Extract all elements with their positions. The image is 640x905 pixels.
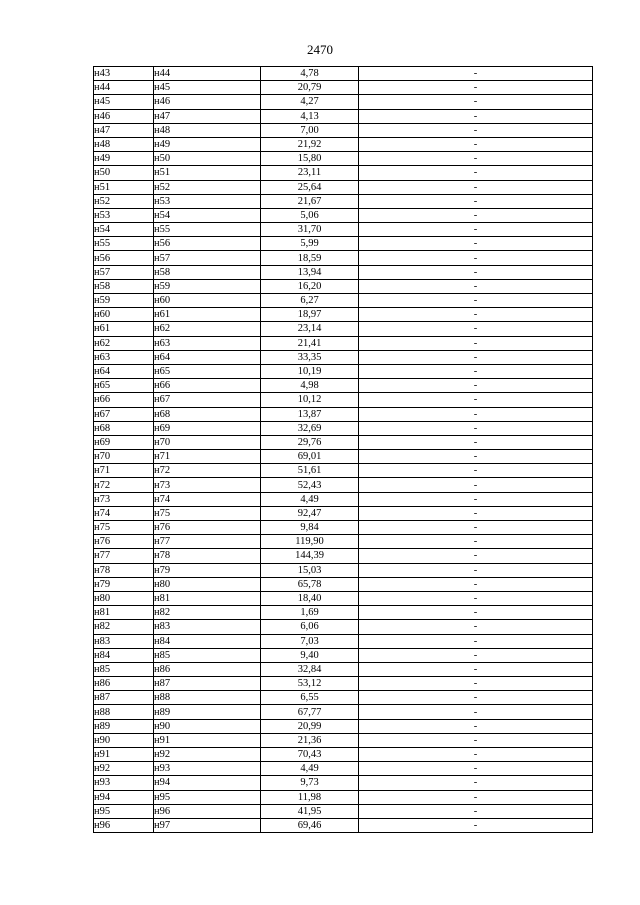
from-point-cell: н63 xyxy=(94,350,154,364)
from-point-cell: н95 xyxy=(94,804,154,818)
to-point-cell: н68 xyxy=(154,407,261,421)
note-cell: - xyxy=(359,733,593,747)
length-cell: 10,12 xyxy=(261,393,359,407)
to-point-cell: н82 xyxy=(154,606,261,620)
note-cell: - xyxy=(359,251,593,265)
to-point-cell: н94 xyxy=(154,776,261,790)
to-point-cell: н86 xyxy=(154,662,261,676)
table-body xyxy=(94,67,593,833)
from-point-cell: н46 xyxy=(94,109,154,123)
note-cell: - xyxy=(359,662,593,676)
to-point-cell: н55 xyxy=(154,223,261,237)
note-cell: - xyxy=(359,152,593,166)
to-point-cell: н73 xyxy=(154,478,261,492)
table-row xyxy=(94,322,593,336)
length-cell: 21,36 xyxy=(261,733,359,747)
table-row xyxy=(94,733,593,747)
length-cell: 13,87 xyxy=(261,407,359,421)
from-point-cell: н71 xyxy=(94,464,154,478)
table-row xyxy=(94,379,593,393)
length-cell: 67,77 xyxy=(261,705,359,719)
from-point-cell: н92 xyxy=(94,762,154,776)
from-point-cell: н69 xyxy=(94,435,154,449)
to-point-cell: н65 xyxy=(154,364,261,378)
from-point-cell: н70 xyxy=(94,450,154,464)
length-cell: 144,39 xyxy=(261,549,359,563)
from-point-cell: н57 xyxy=(94,265,154,279)
table-row xyxy=(94,450,593,464)
note-cell: - xyxy=(359,194,593,208)
note-cell: - xyxy=(359,265,593,279)
table-row xyxy=(94,279,593,293)
note-cell: - xyxy=(359,421,593,435)
to-point-cell: н58 xyxy=(154,265,261,279)
note-cell: - xyxy=(359,81,593,95)
note-cell: - xyxy=(359,237,593,251)
table-row xyxy=(94,606,593,620)
length-cell: 31,70 xyxy=(261,223,359,237)
from-point-cell: н50 xyxy=(94,166,154,180)
to-point-cell: н85 xyxy=(154,648,261,662)
length-cell: 10,19 xyxy=(261,364,359,378)
from-point-cell: н85 xyxy=(94,662,154,676)
from-point-cell: н83 xyxy=(94,634,154,648)
note-cell: - xyxy=(359,591,593,605)
table-row xyxy=(94,549,593,563)
length-cell: 41,95 xyxy=(261,804,359,818)
table-row xyxy=(94,435,593,449)
to-point-cell: н72 xyxy=(154,464,261,478)
to-point-cell: н70 xyxy=(154,435,261,449)
note-cell: - xyxy=(359,223,593,237)
from-point-cell: н54 xyxy=(94,223,154,237)
table-row xyxy=(94,762,593,776)
from-point-cell: н66 xyxy=(94,393,154,407)
table-row xyxy=(94,620,593,634)
length-cell: 92,47 xyxy=(261,506,359,520)
to-point-cell: н81 xyxy=(154,591,261,605)
from-point-cell: н53 xyxy=(94,208,154,222)
length-cell: 70,43 xyxy=(261,748,359,762)
to-point-cell: н57 xyxy=(154,251,261,265)
note-cell: - xyxy=(359,762,593,776)
from-point-cell: н49 xyxy=(94,152,154,166)
table-row xyxy=(94,137,593,151)
length-cell: 21,92 xyxy=(261,137,359,151)
to-point-cell: н79 xyxy=(154,563,261,577)
from-point-cell: н43 xyxy=(94,67,154,81)
note-cell: - xyxy=(359,208,593,222)
table-row xyxy=(94,421,593,435)
table-row xyxy=(94,464,593,478)
length-cell: 4,27 xyxy=(261,95,359,109)
note-cell: - xyxy=(359,379,593,393)
note-cell: - xyxy=(359,180,593,194)
note-cell: - xyxy=(359,350,593,364)
length-cell: 51,61 xyxy=(261,464,359,478)
length-cell: 6,27 xyxy=(261,294,359,308)
length-cell: 9,84 xyxy=(261,521,359,535)
from-point-cell: н90 xyxy=(94,733,154,747)
note-cell: - xyxy=(359,478,593,492)
length-cell: 15,80 xyxy=(261,152,359,166)
table-row xyxy=(94,336,593,350)
table-row xyxy=(94,294,593,308)
from-point-cell: н65 xyxy=(94,379,154,393)
to-point-cell: н95 xyxy=(154,790,261,804)
table-row xyxy=(94,662,593,676)
length-cell: 29,76 xyxy=(261,435,359,449)
to-point-cell: н90 xyxy=(154,719,261,733)
table-row xyxy=(94,194,593,208)
to-point-cell: н46 xyxy=(154,95,261,109)
to-point-cell: н63 xyxy=(154,336,261,350)
note-cell: - xyxy=(359,322,593,336)
note-cell: - xyxy=(359,364,593,378)
length-cell: 13,94 xyxy=(261,265,359,279)
note-cell: - xyxy=(359,308,593,322)
from-point-cell: н60 xyxy=(94,308,154,322)
note-cell: - xyxy=(359,648,593,662)
table-row xyxy=(94,506,593,520)
length-cell: 20,79 xyxy=(261,81,359,95)
length-cell: 119,90 xyxy=(261,535,359,549)
note-cell: - xyxy=(359,790,593,804)
length-cell: 5,99 xyxy=(261,237,359,251)
to-point-cell: н44 xyxy=(154,67,261,81)
length-cell: 6,55 xyxy=(261,691,359,705)
note-cell: - xyxy=(359,393,593,407)
table-row xyxy=(94,705,593,719)
length-cell: 4,78 xyxy=(261,67,359,81)
note-cell: - xyxy=(359,691,593,705)
from-point-cell: н58 xyxy=(94,279,154,293)
length-cell: 9,40 xyxy=(261,648,359,662)
to-point-cell: н50 xyxy=(154,152,261,166)
from-point-cell: н91 xyxy=(94,748,154,762)
length-cell: 21,41 xyxy=(261,336,359,350)
table-row xyxy=(94,152,593,166)
note-cell: - xyxy=(359,535,593,549)
length-cell: 53,12 xyxy=(261,677,359,691)
length-cell: 18,59 xyxy=(261,251,359,265)
table-row xyxy=(94,719,593,733)
from-point-cell: н79 xyxy=(94,577,154,591)
from-point-cell: н93 xyxy=(94,776,154,790)
note-cell: - xyxy=(359,705,593,719)
table-row xyxy=(94,166,593,180)
length-cell: 23,11 xyxy=(261,166,359,180)
to-point-cell: н88 xyxy=(154,691,261,705)
note-cell: - xyxy=(359,67,593,81)
table-row xyxy=(94,123,593,137)
to-point-cell: н69 xyxy=(154,421,261,435)
note-cell: - xyxy=(359,620,593,634)
note-cell: - xyxy=(359,95,593,109)
table-row xyxy=(94,648,593,662)
note-cell: - xyxy=(359,719,593,733)
note-cell: - xyxy=(359,804,593,818)
table-row xyxy=(94,237,593,251)
from-point-cell: н74 xyxy=(94,506,154,520)
from-point-cell: н72 xyxy=(94,478,154,492)
to-point-cell: н49 xyxy=(154,137,261,151)
length-cell: 6,06 xyxy=(261,620,359,634)
note-cell: - xyxy=(359,137,593,151)
from-point-cell: н78 xyxy=(94,563,154,577)
length-cell: 4,49 xyxy=(261,492,359,506)
note-cell: - xyxy=(359,123,593,137)
table-row xyxy=(94,208,593,222)
note-cell: - xyxy=(359,506,593,520)
note-cell: - xyxy=(359,577,593,591)
length-cell: 4,98 xyxy=(261,379,359,393)
to-point-cell: н87 xyxy=(154,677,261,691)
length-cell: 20,99 xyxy=(261,719,359,733)
table-row xyxy=(94,478,593,492)
table-row xyxy=(94,180,593,194)
table-row xyxy=(94,393,593,407)
to-point-cell: н96 xyxy=(154,804,261,818)
from-point-cell: н56 xyxy=(94,251,154,265)
to-point-cell: н62 xyxy=(154,322,261,336)
to-point-cell: н76 xyxy=(154,521,261,535)
from-point-cell: н55 xyxy=(94,237,154,251)
to-point-cell: н67 xyxy=(154,393,261,407)
to-point-cell: н45 xyxy=(154,81,261,95)
length-cell: 21,67 xyxy=(261,194,359,208)
note-cell: - xyxy=(359,776,593,790)
to-point-cell: н93 xyxy=(154,762,261,776)
from-point-cell: н45 xyxy=(94,95,154,109)
note-cell: - xyxy=(359,634,593,648)
from-point-cell: н88 xyxy=(94,705,154,719)
from-point-cell: н47 xyxy=(94,123,154,137)
table-row xyxy=(94,265,593,279)
table-row xyxy=(94,223,593,237)
to-point-cell: н52 xyxy=(154,180,261,194)
table-row xyxy=(94,95,593,109)
table-row xyxy=(94,577,593,591)
to-point-cell: н53 xyxy=(154,194,261,208)
to-point-cell: н54 xyxy=(154,208,261,222)
length-cell: 16,20 xyxy=(261,279,359,293)
length-cell: 9,73 xyxy=(261,776,359,790)
table-row xyxy=(94,563,593,577)
to-point-cell: н75 xyxy=(154,506,261,520)
to-point-cell: н48 xyxy=(154,123,261,137)
boundary-segments-table xyxy=(93,66,593,833)
from-point-cell: н44 xyxy=(94,81,154,95)
note-cell: - xyxy=(359,563,593,577)
table-row xyxy=(94,818,593,832)
note-cell: - xyxy=(359,407,593,421)
note-cell: - xyxy=(359,818,593,832)
to-point-cell: н97 xyxy=(154,818,261,832)
to-point-cell: н59 xyxy=(154,279,261,293)
length-cell: 15,03 xyxy=(261,563,359,577)
to-point-cell: н71 xyxy=(154,450,261,464)
table-row xyxy=(94,109,593,123)
from-point-cell: н94 xyxy=(94,790,154,804)
table-row xyxy=(94,350,593,364)
from-point-cell: н62 xyxy=(94,336,154,350)
to-point-cell: н64 xyxy=(154,350,261,364)
table-row xyxy=(94,790,593,804)
table-row xyxy=(94,81,593,95)
length-cell: 33,35 xyxy=(261,350,359,364)
length-cell: 69,46 xyxy=(261,818,359,832)
length-cell: 69,01 xyxy=(261,450,359,464)
length-cell: 65,78 xyxy=(261,577,359,591)
from-point-cell: н76 xyxy=(94,535,154,549)
length-cell: 1,69 xyxy=(261,606,359,620)
from-point-cell: н68 xyxy=(94,421,154,435)
note-cell: - xyxy=(359,279,593,293)
page-number: 2470 xyxy=(307,42,333,57)
to-point-cell: н89 xyxy=(154,705,261,719)
length-cell: 4,13 xyxy=(261,109,359,123)
note-cell: - xyxy=(359,492,593,506)
table-row xyxy=(94,492,593,506)
to-point-cell: н66 xyxy=(154,379,261,393)
table-row xyxy=(94,535,593,549)
note-cell: - xyxy=(359,748,593,762)
from-point-cell: н80 xyxy=(94,591,154,605)
note-cell: - xyxy=(359,549,593,563)
from-point-cell: н75 xyxy=(94,521,154,535)
length-cell: 32,84 xyxy=(261,662,359,676)
from-point-cell: н73 xyxy=(94,492,154,506)
length-cell: 18,97 xyxy=(261,308,359,322)
to-point-cell: н61 xyxy=(154,308,261,322)
length-cell: 4,49 xyxy=(261,762,359,776)
to-point-cell: н60 xyxy=(154,294,261,308)
note-cell: - xyxy=(359,450,593,464)
length-cell: 32,69 xyxy=(261,421,359,435)
length-cell: 52,43 xyxy=(261,478,359,492)
from-point-cell: н96 xyxy=(94,818,154,832)
note-cell: - xyxy=(359,109,593,123)
length-cell: 5,06 xyxy=(261,208,359,222)
from-point-cell: н52 xyxy=(94,194,154,208)
table-row xyxy=(94,677,593,691)
from-point-cell: н48 xyxy=(94,137,154,151)
to-point-cell: н77 xyxy=(154,535,261,549)
table-row xyxy=(94,67,593,81)
note-cell: - xyxy=(359,336,593,350)
to-point-cell: н78 xyxy=(154,549,261,563)
from-point-cell: н64 xyxy=(94,364,154,378)
length-cell: 18,40 xyxy=(261,591,359,605)
note-cell: - xyxy=(359,677,593,691)
from-point-cell: н67 xyxy=(94,407,154,421)
table-row xyxy=(94,521,593,535)
length-cell: 25,64 xyxy=(261,180,359,194)
table-row xyxy=(94,591,593,605)
table-row xyxy=(94,251,593,265)
table-row xyxy=(94,691,593,705)
note-cell: - xyxy=(359,521,593,535)
to-point-cell: н56 xyxy=(154,237,261,251)
from-point-cell: н86 xyxy=(94,677,154,691)
length-cell: 11,98 xyxy=(261,790,359,804)
table-row xyxy=(94,748,593,762)
from-point-cell: н77 xyxy=(94,549,154,563)
note-cell: - xyxy=(359,606,593,620)
table-row xyxy=(94,634,593,648)
table-row xyxy=(94,364,593,378)
note-cell: - xyxy=(359,435,593,449)
from-point-cell: н51 xyxy=(94,180,154,194)
note-cell: - xyxy=(359,464,593,478)
table-row xyxy=(94,776,593,790)
length-cell: 23,14 xyxy=(261,322,359,336)
table-row xyxy=(94,308,593,322)
to-point-cell: н91 xyxy=(154,733,261,747)
to-point-cell: н84 xyxy=(154,634,261,648)
to-point-cell: н51 xyxy=(154,166,261,180)
to-point-cell: н74 xyxy=(154,492,261,506)
to-point-cell: н83 xyxy=(154,620,261,634)
from-point-cell: н59 xyxy=(94,294,154,308)
length-cell: 7,00 xyxy=(261,123,359,137)
to-point-cell: н92 xyxy=(154,748,261,762)
from-point-cell: н81 xyxy=(94,606,154,620)
from-point-cell: н89 xyxy=(94,719,154,733)
from-point-cell: н61 xyxy=(94,322,154,336)
table-row xyxy=(94,407,593,421)
note-cell: - xyxy=(359,294,593,308)
from-point-cell: н82 xyxy=(94,620,154,634)
length-cell: 7,03 xyxy=(261,634,359,648)
table-row xyxy=(94,804,593,818)
from-point-cell: н84 xyxy=(94,648,154,662)
to-point-cell: н47 xyxy=(154,109,261,123)
note-cell: - xyxy=(359,166,593,180)
to-point-cell: н80 xyxy=(154,577,261,591)
from-point-cell: н87 xyxy=(94,691,154,705)
